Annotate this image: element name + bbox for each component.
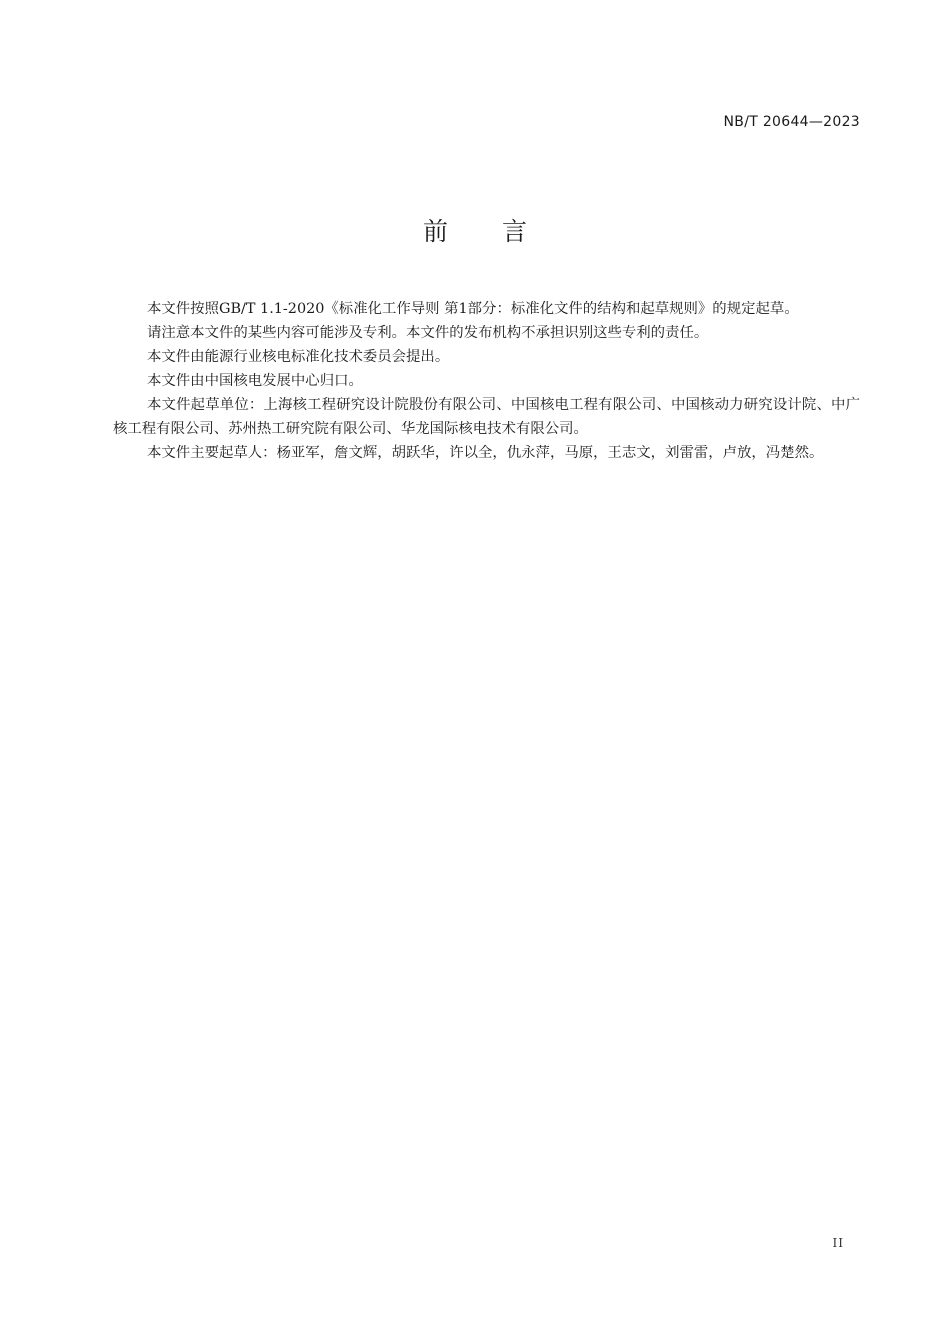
paragraph-drafting-rules: 本文件按照GB/T 1.1-2020《标准化工作导则 第1部分：标准化文件的结构和起草规则》的规定起草。 (147, 301, 799, 317)
paragraph-proposer: 本文件由能源行业核电标准化技术委员会提出。 (147, 349, 450, 365)
foreword-body (113, 297, 860, 465)
page-title-char-1: 前 (422, 217, 448, 246)
page-title-char-2: 言 (502, 217, 528, 246)
paragraph-administrator: 本文件由中国核电发展中心归口。 (147, 373, 363, 389)
page-number: II (832, 1236, 844, 1250)
page-title (0, 212, 950, 248)
paragraph-drafting-units: 本文件起草单位：上海核工程研究设计院股份有限公司、中国核电工程有限公司、中国核动力研究设计院、中广核工程有限公司、苏州热工研究院有限公司、华龙国际核电技术有限公司。 (113, 397, 860, 437)
paragraph-drafters: 本文件主要起草人：杨亚军，詹文辉，胡跃华，许以全，仇永萍，马原，王志文，刘雷雷，卢放，冯楚然。 (147, 445, 824, 461)
document-code: NB/T 20644—2023 (723, 114, 860, 130)
paragraph-patent-notice: 请注意本文件的某些内容可能涉及专利。本文件的发布机构不承担识别这些专利的责任。 (147, 325, 709, 341)
